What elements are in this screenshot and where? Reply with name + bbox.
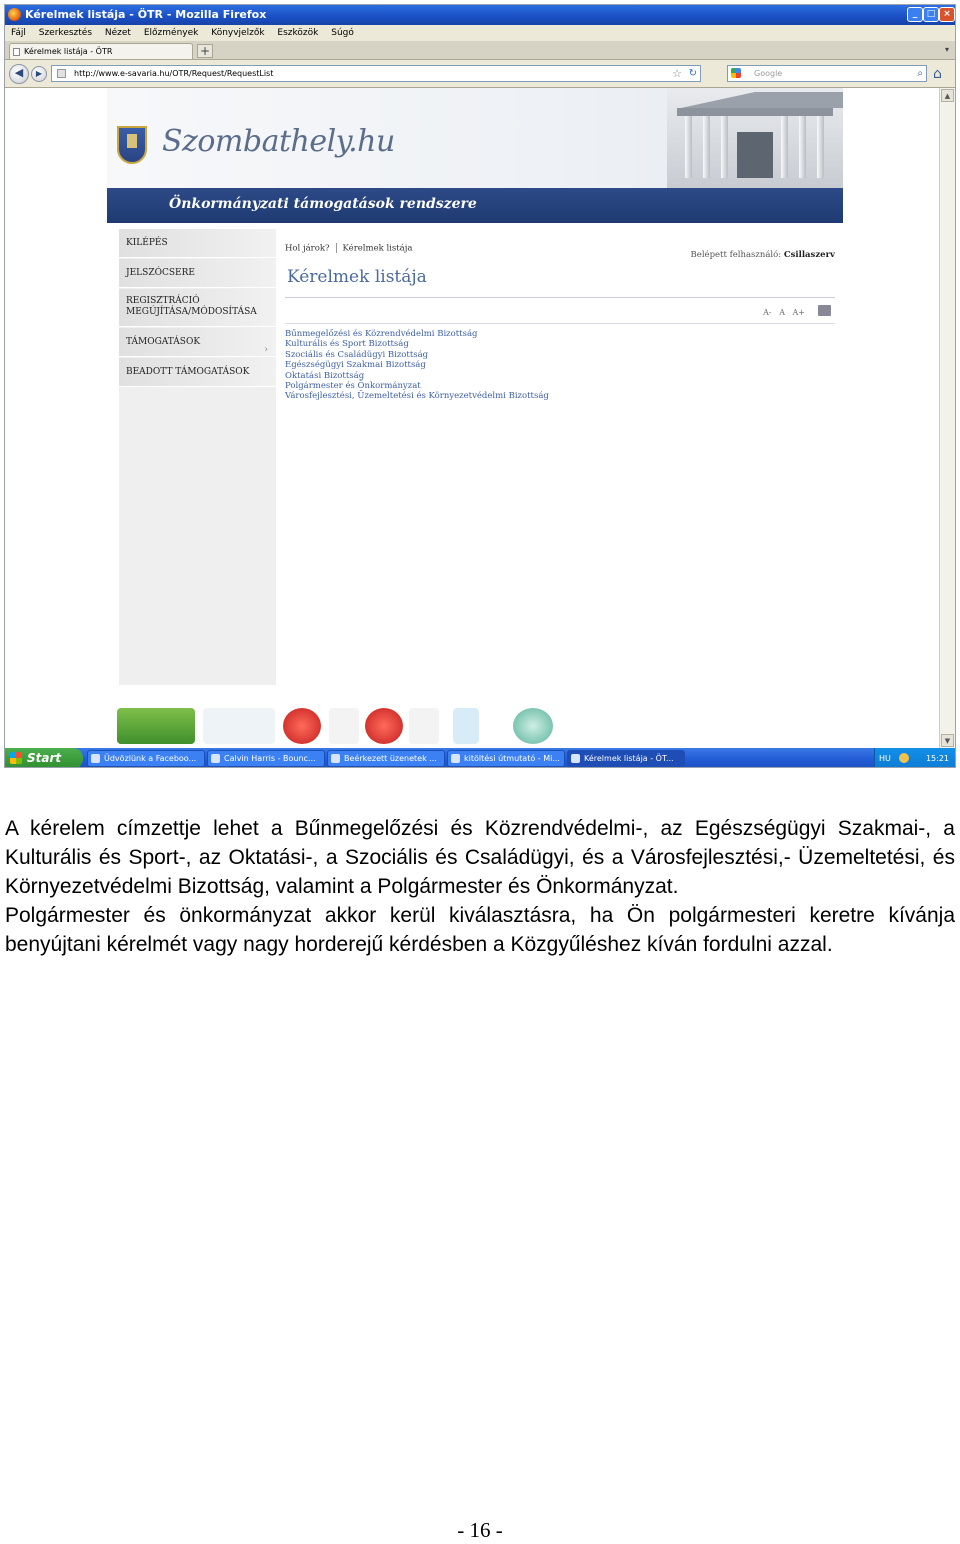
window-icon [331, 754, 340, 763]
search-input[interactable] [727, 65, 927, 82]
clock: 15:21 [925, 754, 949, 763]
taskbar-item-label: Kérelmek listája - ÖT... [584, 754, 674, 763]
main-content [285, 229, 843, 685]
sidebar-item-logout[interactable] [119, 229, 276, 258]
maximize-button[interactable]: □ [923, 7, 939, 22]
site-banner [107, 188, 843, 223]
site-identity-icon [57, 69, 66, 78]
sidebar-item-label: KILÉPÉS [126, 238, 168, 248]
menu-bar [5, 25, 955, 41]
font-decrease-button[interactable]: A- [763, 308, 772, 317]
content-award-logo[interactable] [203, 708, 275, 744]
close-button[interactable]: × [939, 7, 955, 22]
chevron-right-icon: › [264, 345, 268, 355]
committee-link[interactable]: Városfejlesztési, Üzemeltetési és Környezetvédelmi Bizottság [285, 391, 549, 402]
tab-bar [5, 41, 955, 60]
tab-label: Kérelmek listája - ÖTR [24, 47, 113, 56]
breadcrumb-current: Kérelmek listája [342, 243, 413, 254]
tray-icon[interactable] [899, 753, 909, 763]
building-photo [667, 88, 843, 188]
scroll-up-icon[interactable]: ▲ [941, 89, 954, 102]
sidebar-item-password-change[interactable] [119, 259, 276, 288]
efestival-text-logo[interactable] [329, 708, 359, 744]
font-reset-button[interactable]: A [779, 308, 785, 317]
taskbar-item-active[interactable] [567, 750, 685, 767]
page-viewport [5, 88, 941, 748]
logged-in-label: Belépett felhasználó: [690, 250, 782, 260]
city-crest-logo [117, 126, 147, 164]
site-brand[interactable]: Szombathely.hu [162, 124, 395, 159]
window-icon [451, 754, 460, 763]
committee-link[interactable]: Bűnmegelőzési és Közrendvédelmi Bizottság [285, 329, 478, 339]
browser-screenshot [4, 4, 956, 768]
accessibility-badge-logo[interactable] [117, 708, 195, 744]
sidebar-item-label: JELSZÓCSERE [126, 268, 195, 278]
sidebar [119, 229, 276, 685]
taskbar-item[interactable] [207, 750, 325, 767]
font-increase-button[interactable]: A+ [792, 308, 805, 317]
minimize-button[interactable]: _ [907, 7, 923, 22]
page-number: - 16 - [457, 1518, 503, 1542]
document-body [5, 814, 955, 959]
menu-file[interactable]: Fájl [11, 28, 26, 38]
language-indicator[interactable]: HU [879, 754, 891, 763]
efestival-text-logo[interactable] [409, 708, 439, 744]
taskbar-item[interactable] [327, 750, 445, 767]
url-bar[interactable] [51, 65, 701, 82]
page-favicon-icon [13, 48, 20, 56]
logged-in-user [691, 250, 835, 260]
committee-link[interactable]: Oktatási Bizottság [285, 370, 365, 381]
home-icon[interactable]: ⌂ [933, 66, 942, 82]
site-page [107, 88, 843, 748]
menu-edit[interactable]: Szerkesztés [38, 28, 93, 38]
window-icon [571, 754, 580, 763]
vertical-scrollbar[interactable] [939, 88, 955, 748]
committee-list [285, 329, 549, 402]
start-label: Start [27, 751, 62, 765]
window-title: Kérelmek listája - ÖTR - Mozilla Firefox [25, 8, 267, 21]
sidebar-item-label: TÁMOGATÁSOK [126, 337, 201, 347]
committee-link[interactable]: Polgármester és Önkormányzat [285, 381, 421, 392]
font-size-controls [758, 308, 805, 317]
sidebar-item-label: REGISZTRÁCIÓ MEGÚJÍTÁSA/MÓDOSÍTÁSA [126, 296, 257, 317]
award-seal-logo[interactable] [513, 708, 553, 744]
paragraph: A kérelem címzettje lehet a Bűnmegelőzési és Közrendvédelmi-, az Egészségügyi Szakmai-, a Kulturális és Sport-, az Oktatási-, a Szociális és Családügyi, és a Városfejlesztési,- Üzemeltetési, és Környezetvédelmi Bizottság, valamint a Polgármester és Önkormányzat. [5, 817, 955, 898]
url-text: http://www.e-savaria.hu/OTR/Request/RequestList [74, 69, 274, 78]
site-header [107, 88, 843, 188]
search-placeholder: Google [754, 69, 783, 78]
committee-link[interactable]: Egészségügyi Szakmai Bizottság [285, 360, 426, 371]
system-tray [874, 748, 956, 768]
window-icon [211, 754, 220, 763]
taskbar-item-label: Üdvözlünk a Faceboo... [104, 754, 197, 763]
google-icon [731, 68, 741, 78]
taskbar [5, 748, 956, 768]
menu-view[interactable]: Nézet [104, 28, 131, 38]
taskbar-item[interactable] [447, 750, 565, 767]
menu-bookmarks[interactable]: Könyvjelzők [211, 28, 265, 38]
sidebar-item-submitted-grants[interactable] [119, 358, 276, 387]
search-icon[interactable]: ⌕ [917, 68, 923, 79]
window-icon [91, 754, 100, 763]
menu-tools[interactable]: Eszközök [277, 28, 319, 38]
breadcrumb-prefix: Hol járok? [285, 243, 330, 254]
divider [285, 297, 835, 298]
sidebar-item-grants[interactable] [119, 328, 276, 357]
start-button[interactable] [5, 748, 83, 768]
taskbar-item-label: Beérkezett üzenetek ... [344, 754, 437, 763]
taskbar-item[interactable] [87, 750, 205, 767]
committee-link[interactable]: Szociális és Családügyi Bizottság [285, 349, 429, 360]
navigation-toolbar [5, 60, 955, 88]
committee-link[interactable]: Kulturális és Sport Bizottság [285, 339, 409, 350]
page-title: Kérelmek listája [287, 267, 427, 287]
browser-tab[interactable] [9, 43, 193, 59]
sidebar-item-registration[interactable] [119, 289, 276, 327]
menu-history[interactable]: Előzmények [143, 28, 199, 38]
taskbar-item-label: Calvin Harris - Bounc... [224, 754, 316, 763]
tab-list-icon[interactable]: ▾ [944, 45, 949, 54]
reload-icon[interactable]: ↻ [688, 68, 697, 79]
divider [285, 323, 835, 324]
firefox-icon [8, 8, 21, 21]
taskbar-item-label: kitöltési útmutató - Mi... [464, 754, 560, 763]
window-titlebar [5, 5, 955, 25]
bookmark-star-icon[interactable]: ☆ [672, 67, 682, 80]
back-button[interactable]: ◀ [9, 64, 29, 84]
forward-button[interactable]: ▶ [31, 66, 47, 82]
paragraph: Polgármester és önkormányzat akkor kerül kiválasztásra, ha Ön polgármesteri keretre kívánja benyújtani kérelmét vagy nagy horderejű kérdésben a Közgyűléshez kíván fordulni azzal. [5, 904, 955, 956]
print-icon[interactable] [818, 305, 831, 316]
footer-logos [117, 700, 557, 748]
efestival-logo[interactable] [365, 708, 403, 744]
breadcrumb [285, 243, 412, 254]
scroll-down-icon[interactable]: ▼ [941, 734, 954, 747]
windows-flag-icon [10, 752, 22, 764]
menu-help[interactable]: Súgó [331, 28, 354, 38]
touch-icon-logo[interactable] [453, 708, 479, 744]
logged-in-username: Csillaszerv [783, 250, 835, 260]
banner-title: Önkormányzati támogatások rendszere [169, 196, 477, 212]
efestival-logo[interactable] [283, 708, 321, 744]
sidebar-item-label: BEADOTT TÁMOGATÁSOK [126, 367, 250, 377]
new-tab-button[interactable]: + [197, 44, 213, 58]
